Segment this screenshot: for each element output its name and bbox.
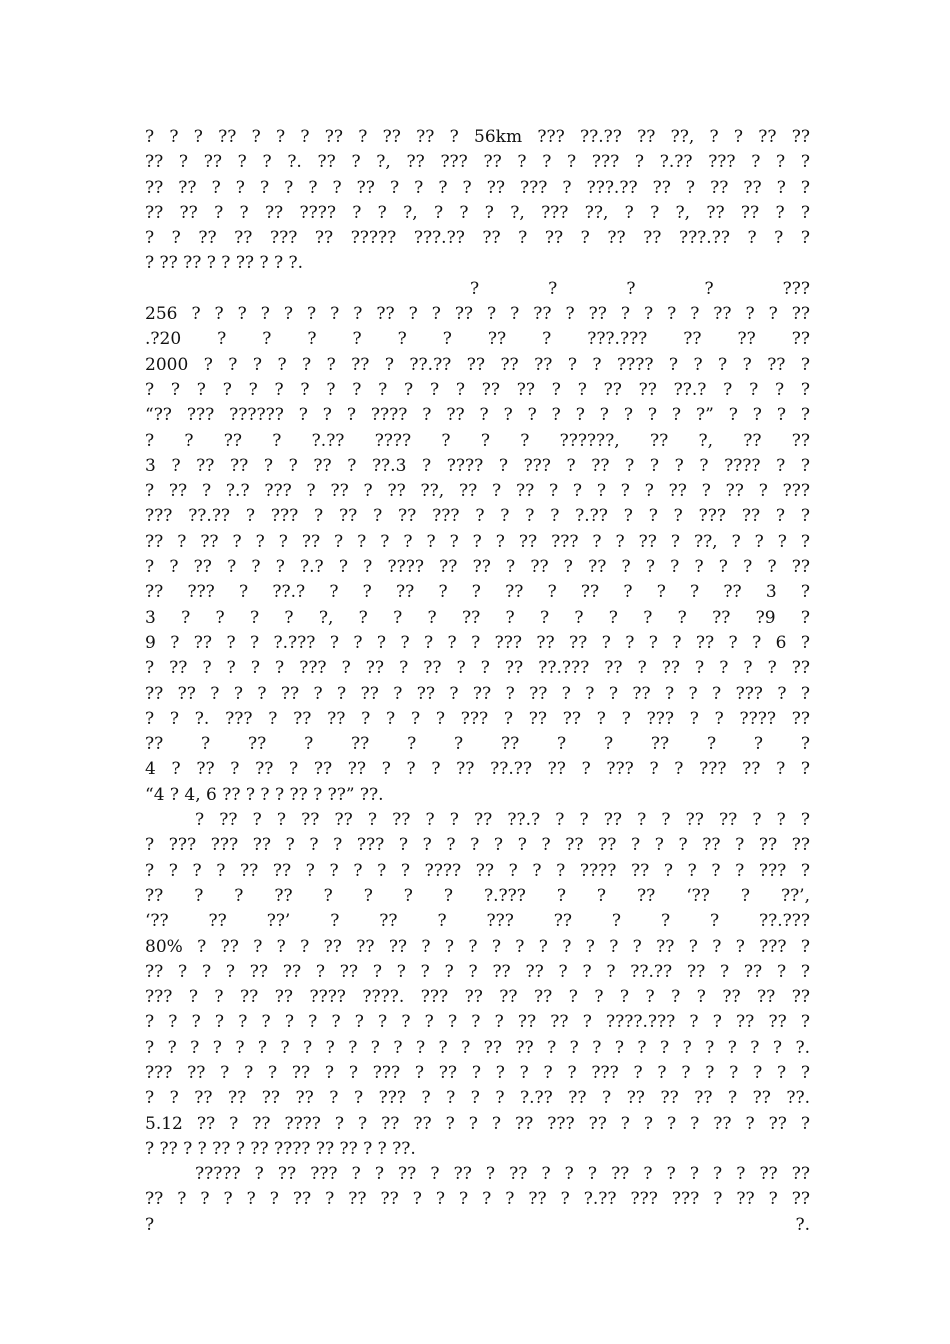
text-line-38: ??? ?? ? ? ? ?? ? ? ??? ? ?? ? ? ? ? ? ??? ? ? ? ? ? ? ? ?: [145, 1062, 810, 1083]
body-text: [145, 125, 810, 1238]
text-line-8: 256 ? ? ? ? ? ? ? ? ?? ? ? ?? ? ? ?? ? ?? ? ? ? ? ?? ? ? ??: [145, 304, 810, 325]
text-line-11: ? ? ? ? ? ? ? ? ? ? ? ? ? ?? ?? ? ? ?? ?? ??.? ? ? ? ?: [145, 379, 810, 400]
text-line-2: ?? ? ?? ? ? ?. ?? ? ?, ?? ??? ?? ? ? ? ??? ? ?.?? ??? ? ? ?: [145, 152, 810, 173]
text-line-44: ? ?.: [145, 1214, 810, 1235]
text-line-10: 2000 ? ? ? ? ? ? ?? ? ??.?? ?? ?? ?? ? ? ???? ? ? ? ? ?? ?: [145, 354, 810, 375]
text-line-33: 80% ? ?? ? ? ? ?? ?? ?? ? ? ? ? ? ? ? ? ? ? ?? ? ? ? ??? ?: [145, 936, 810, 957]
text-line-17: ?? ? ?? ? ? ? ?? ? ? ? ? ? ? ? ? ?? ??? ? ? ?? ? ??, ? ? ? ?: [145, 531, 810, 552]
text-line-5: ? ? ?? ?? ??? ?? ????? ???.?? ?? ? ?? ? ?? ?? ???.?? ? ? ?: [145, 228, 810, 249]
text-line-4: ?? ?? ? ? ?? ???? ? ? ?, ? ? ? ?, ??? ??, ? ? ?, ?? ?? ? ?: [145, 202, 810, 223]
text-line-25: ?? ? ?? ? ?? ? ? ?? ? ? ?? ? ? ?: [145, 734, 810, 755]
text-line-42: ????? ? ?? ??? ? ? ?? ? ?? ? ?? ? ? ? ?? ? ? ? ? ? ?? ??: [195, 1164, 810, 1185]
text-line-24: ? ? ?. ??? ? ?? ?? ? ? ? ? ??? ? ?? ?? ? ? ??? ? ? ???? ??: [145, 708, 810, 729]
text-line-39: ? ? ?? ?? ?? ?? ? ? ??? ? ? ? ? ?.?? ?? ? ?? ?? ?? ? ?? ??.: [145, 1088, 810, 1109]
text-line-31: ?? ? ? ?? ? ? ? ? ?.??? ? ? ?? ‘?? ? ??’,: [145, 885, 810, 906]
text-line-15: ? ?? ? ?.? ??? ? ?? ? ?? ??, ?? ? ?? ? ? ? ? ? ?? ? ?? ? ???: [145, 481, 810, 502]
text-line-35: ??? ? ? ?? ?? ???? ????. ??? ?? ?? ?? ? ? ? ? ? ? ?? ?? ??: [145, 987, 810, 1008]
text-line-28: ? ?? ? ? ?? ?? ? ?? ? ? ?? ??.? ? ? ?? ? ? ?? ?? ? ? ?: [195, 810, 810, 831]
text-line-13: ? ? ?? ? ?.?? ???? ? ? ? ??????, ?? ?, ?? ??: [145, 430, 810, 451]
text-line-32: ‘?? ?? ??’ ? ?? ? ??? ?? ? ? ? ??.???: [145, 911, 810, 932]
text-line-37: ? ? ? ? ? ? ? ? ? ? ? ? ? ? ? ?? ?? ? ? ? ? ? ? ? ? ? ? ? ?.: [145, 1037, 810, 1058]
text-line-41: ? ?? ? ? ?? ? ?? ???? ?? ?? ? ? ??.: [145, 1138, 416, 1159]
text-line-30: ? ? ? ? ?? ?? ? ? ? ? ? ???? ?? ? ? ? ???? ?? ? ? ? ? ??? ?: [145, 860, 810, 881]
text-line-20: 3 ? ? ? ? ?, ? ? ? ?? ? ? ? ? ? ? ?? ?9 ?: [145, 607, 810, 628]
text-line-29: ? ??? ??? ?? ? ? ? ??? ? ? ? ? ? ? ? ?? ?? ? ? ? ?? ? ?? ??: [145, 835, 810, 856]
text-line-27: “4 ? 4, 6 ?? ? ? ? ?? ? ??” ??.: [145, 784, 384, 805]
text-line-40: 5.12 ?? ? ?? ???? ? ? ?? ?? ? ? ? ?? ??? ?? ? ? ? ? ?? ? ?? ?: [145, 1113, 810, 1134]
text-line-18: ? ? ?? ? ? ? ?.? ? ? ???? ?? ?? ? ?? ? ?? ? ? ? ? ? ? ? ??: [145, 557, 810, 578]
text-line-21: 9 ? ?? ? ? ?.??? ? ? ? ? ? ? ? ??? ?? ?? ? ? ? ? ?? ? ? 6 ?: [145, 632, 810, 653]
text-line-43: ?? ? ? ? ? ? ?? ? ?? ?? ? ? ? ? ? ?? ? ?.?? ??? ??? ? ?? ? ??: [145, 1189, 810, 1210]
text-line-36: ? ? ? ? ? ? ? ? ? ? ? ? ? ? ? ? ?? ?? ? ????.??? ? ? ?? ?? ?: [145, 1012, 810, 1033]
text-line-9: .?20 ? ? ? ? ? ? ?? ? ???.??? ?? ?? ??: [145, 329, 810, 350]
text-line-16: ??? ??.?? ? ??? ? ?? ? ?? ??? ? ? ? ? ?.?? ? ? ? ??? ?? ? ?: [145, 506, 810, 527]
text-line-23: ?? ?? ? ? ? ?? ? ? ?? ? ?? ? ?? ? ?? ? ? ? ?? ? ? ? ??? ? ?: [145, 683, 810, 704]
text-line-1: ? ? ? ?? ? ? ? ?? ? ?? ?? ? 56km ??? ??.?? ?? ??, ? ? ?? ??: [145, 127, 810, 147]
text-line-14: 3 ? ?? ?? ? ? ?? ? ??.3 ? ???? ? ??? ? ?? ? ? ? ? ???? ? ?: [145, 455, 810, 476]
text-line-34: ?? ? ? ? ?? ?? ? ?? ? ? ? ? ? ?? ?? ? ? ? ??.?? ?? ? ?? ? ?: [145, 961, 810, 982]
text-line-7: ? ? ? ? ???: [470, 278, 810, 299]
text-line-22: ? ?? ? ? ? ? ??? ? ?? ? ?? ? ? ?? ??.??? ?? ? ?? ? ? ? ? ??: [145, 658, 810, 679]
text-line-6: ? ?? ?? ? ? ?? ? ? ?.: [145, 253, 304, 274]
text-line-26: 4 ? ?? ? ?? ? ?? ?? ? ? ? ?? ??.?? ?? ? ??? ? ? ??? ?? ? ?: [145, 759, 810, 780]
text-line-12: “?? ??? ?????? ? ? ? ???? ? ?? ? ? ? ? ? ? ? ? ? ?” ? ? ? ?: [145, 405, 810, 426]
text-line-19: ?? ??? ? ??.? ? ? ?? ? ? ?? ? ?? ? ? ? ?? 3 ?: [145, 582, 810, 603]
text-line-3: ?? ?? ? ? ? ? ? ? ?? ? ? ? ? ?? ??? ? ???.?? ?? ? ?? ?? ? ?: [145, 177, 810, 198]
